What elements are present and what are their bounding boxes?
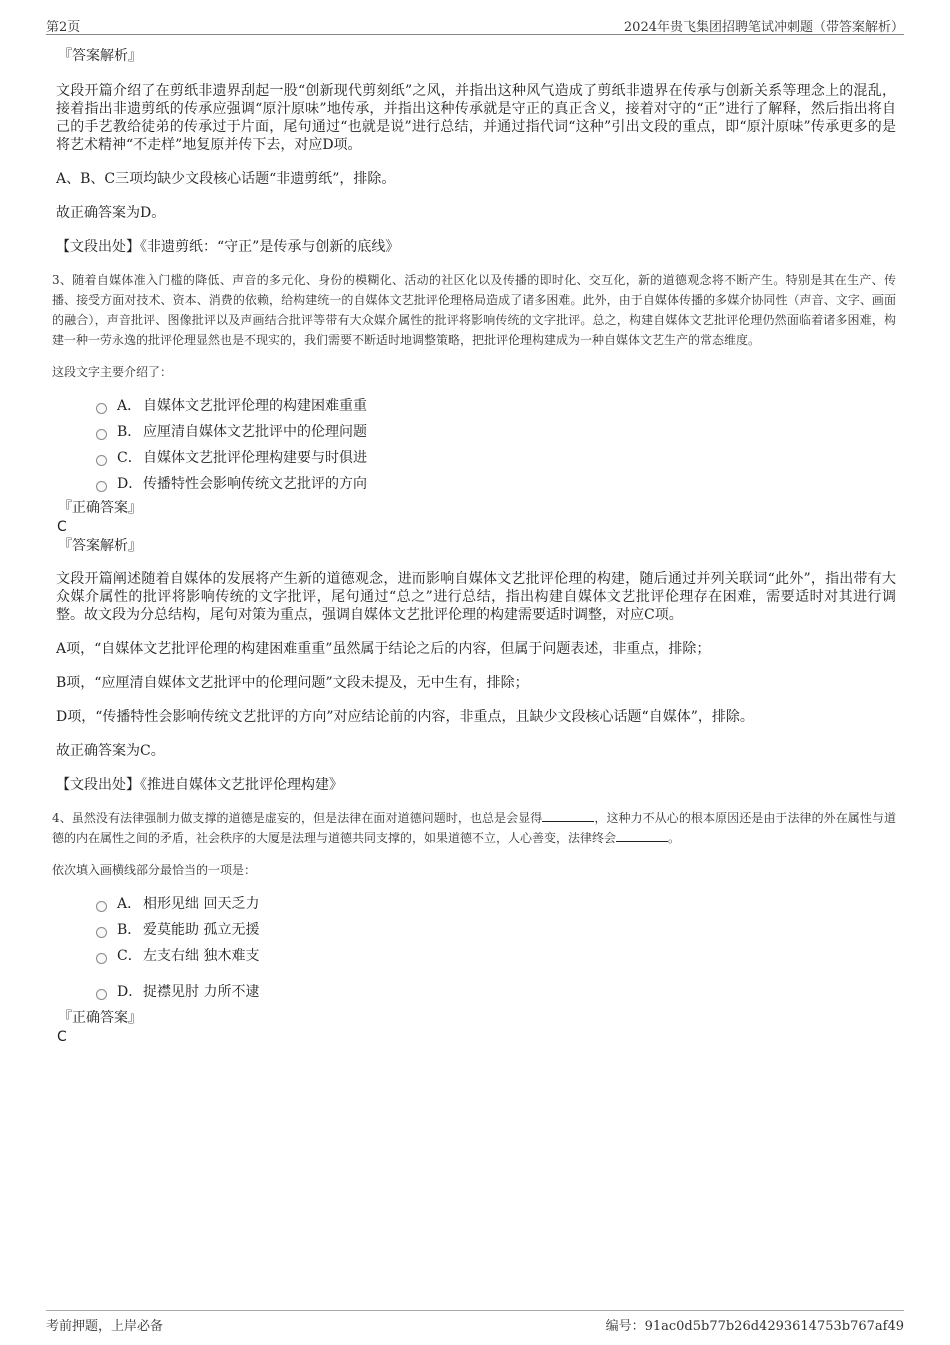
radio-button[interactable] [96, 927, 107, 938]
fill-blank-2 [616, 829, 668, 842]
q3-analysis-p5: 故正确答案为C。 [56, 743, 165, 759]
q3-analysis-p2: A项，“自媒体文艺批评伦理的构建困难重重”虽然属于结论之后的内容，但属于问题表述，非重点，排除； [56, 641, 711, 657]
q3-analysis-p4: D项，“传播特性会影响传统文艺批评的方向”对应结论前的内容，非重点，且缺少文段核心话题“自媒体”，排除。 [56, 709, 754, 725]
q3-source: 【文段出处】《推进自媒体文艺批评伦理构建》 [56, 777, 343, 793]
q3-answer-label: 『正确答案』 [58, 500, 142, 516]
radio-button[interactable] [96, 989, 107, 1000]
document-title: 2024年贵飞集团招聘笔试冲刺题（带答案解析） [623, 20, 904, 35]
q4-prompt: 依次填入画横线部分最恰当的一项是： [52, 863, 257, 877]
footer-slogan: 考前押题，上岸必备 [46, 1319, 164, 1334]
q4-options [96, 890, 896, 1004]
radio-button[interactable] [96, 403, 107, 414]
radio-button[interactable] [96, 481, 107, 492]
q3-analysis-label: 『答案解析』 [58, 538, 142, 554]
q4-option-d[interactable]: D． 捉襟见肘 力所不逮 [96, 978, 896, 1004]
radio-button[interactable] [96, 455, 107, 466]
page-number: 第2页 [46, 20, 81, 35]
q3-analysis-p1: 文段开篇阐述随着自媒体的发展将产生新的道德观念，进而影响自媒体文艺批评伦理的构建，随后通过并列关联词“此外”，指出带有大众媒介属性的批评将影响传统的文字批评，尾句通过“总之”进行总结，指出构建自媒体文艺批评伦理存在困难，需要适时对其进行调整。故文段为分总结构，尾句对策为重点，强调自媒体文艺批评伦理的构建需要适时调整，对应C项。 [56, 571, 896, 623]
q3-analysis-p3: B项，“应厘清自媒体文艺批评中的伦理问题”文段未提及，无中生有，排除； [56, 675, 529, 691]
q3-option-c[interactable]: C． 自媒体文艺批评伦理构建要与时俱进 [96, 444, 896, 470]
q3-option-a[interactable]: A． 自媒体文艺批评伦理的构建困难重重 [96, 392, 896, 418]
document-code: 编号：91ac0d5b77b26d4293614753b767af49 [605, 1319, 904, 1334]
q2-analysis-label: 『答案解析』 [58, 48, 142, 64]
q4-option-b[interactable]: B． 爱莫能助 孤立无援 [96, 916, 896, 942]
q2-analysis-p1: 文段开篇介绍了在剪纸非遗界刮起一股“创新现代剪刻纸”之风，并指出这种风气造成了剪纸非遗界在传承与创新关系等理念上的混乱，接着指出非遗剪纸的传承应强调“原汁原味”地传承，并指出这种传承就是守正的真正含义，接着对守的“正”进行了解释，然后指出将自己的手艺教给徒弟的传承过于片面，尾句通过“也就是说”进行总结，并通过指代词“这种”引出文段的重点，即“原汁原味”传承更多的是将艺术精神“不走样”地复原并传下去，对应D项。 [56, 83, 896, 153]
q4-answer: C [57, 1029, 67, 1045]
q4-option-a[interactable]: A． 相形见绌 回天乏力 [96, 890, 896, 916]
q3-option-b[interactable]: B． 应厘清自媒体文艺批评中的伦理问题 [96, 418, 896, 444]
q3-answer: C [57, 519, 67, 535]
q3-option-d[interactable]: D． 传播特性会影响传统文艺批评的方向 [96, 470, 896, 496]
fill-blank-1 [542, 809, 594, 822]
q4-stem: 4、虽然没有法律强制力做支撑的道德是虚妄的，但是法律在面对道德问题时，也总是会显得 ，这种力不从心的根本原因还是由于法律的外在属性与道德的内在属性之间的矛盾，社会秩序的大厦是法理与道德共同支撑的，如果道德不立，人心善变，法律终会 。 [52, 811, 896, 845]
radio-button[interactable] [96, 429, 107, 440]
page-footer [46, 1310, 904, 1335]
page-content [52, 44, 896, 1046]
page-header [46, 14, 904, 35]
q2-analysis-p3: 故正确答案为D。 [56, 205, 166, 221]
q2-analysis-p2: A、B、C三项均缺少文段核心话题“非遗剪纸”，排除。 [56, 171, 396, 187]
radio-button[interactable] [96, 953, 107, 964]
q4-option-c[interactable]: C． 左支右绌 独木难支 [96, 942, 896, 968]
q3-prompt: 这段文字主要介绍了： [52, 365, 173, 379]
q3-stem: 3、随着自媒体准入门槛的降低、声音的多元化、身份的模糊化、活动的社区化以及传播的即时化、交互化，新的道德观念将不断产生。特别是其在生产、传播、接受方面对技术、资本、消费的依赖，给构建统一的自媒体文艺批评伦理格局造成了诸多困难。此外，由于自媒体传播的多媒介协同性（声音、文字、画面的融合），声音批评、图像批评以及声画结合批评等带有大众媒介属性的批评将影响传统的文字批评。总之，构建自媒体文艺批评伦理仍然面临着诸多困难，构建一种一劳永逸的批评伦理显然也是不现实的，我们需要不断适时地调整策略，把批评伦理构建成为一种自媒体文艺生产的常态维度。 [52, 273, 896, 347]
radio-button[interactable] [96, 901, 107, 912]
q2-source: 【文段出处】《非遗剪纸：“守正”是传承与创新的底线》 [56, 239, 400, 255]
q4-answer-label: 『正确答案』 [58, 1010, 142, 1026]
q3-options [96, 392, 896, 496]
